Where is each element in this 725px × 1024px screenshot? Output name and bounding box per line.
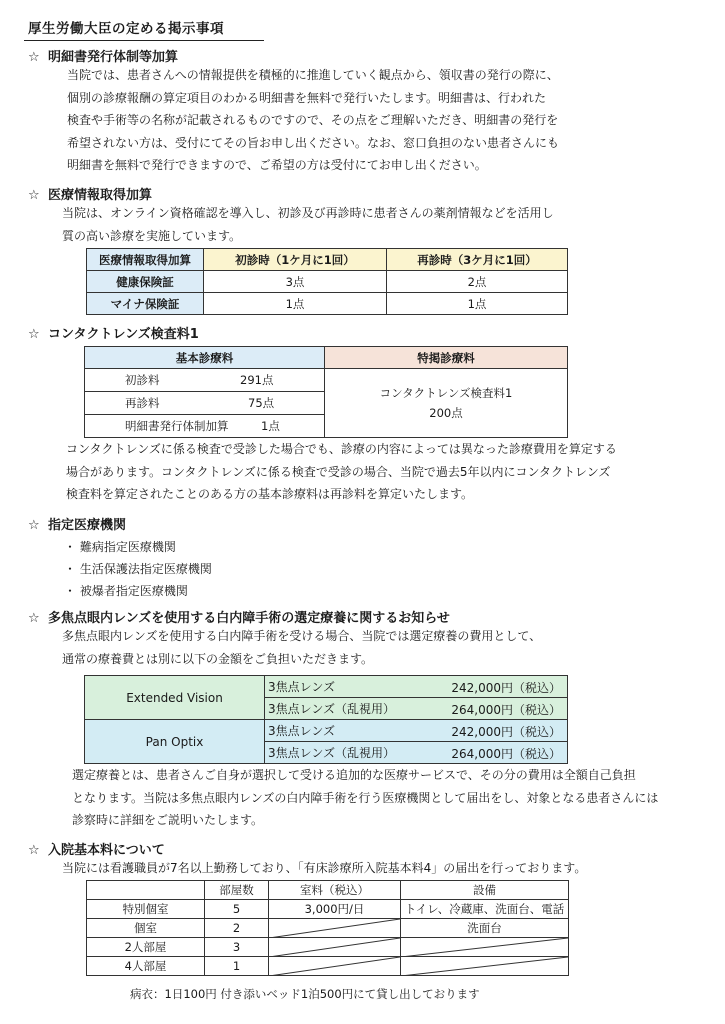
diagonal-line xyxy=(401,957,568,976)
table-cell: 1点 xyxy=(387,293,568,315)
empty-slash-cell xyxy=(269,957,401,976)
admission-paragraph: 当院には看護職員が7名以上勤務しており、「有床診療所入院基本料4」の届出を行っております。 xyxy=(62,861,587,875)
section-heading-contact-lens: ☆ コンタクトレンズ検査料1 xyxy=(28,327,199,342)
list-item: 明細書発行体制加算 1点 xyxy=(125,419,280,433)
selective-care-paragraph: 選定療養とは、患者さんご自身が選択して受ける追加的な医療サービスで、その分の費用は全額自己負担 となります。当院は多焦点眼内レンズの白内障手術を行う医療機関として届出をし、対象となる患者さんには 診察時に詳細をご説明いたします。 xyxy=(72,768,659,827)
table-row: 個室 2 洗面台 xyxy=(87,919,569,938)
contact-lens-table xyxy=(84,346,568,438)
page-title: 厚生労働大臣の定める掲示事項 xyxy=(28,21,224,37)
footnote: 病衣：1日100円 付き添いベッド1泊500円にて貸し出しております xyxy=(130,987,480,1001)
empty-slash-cell xyxy=(401,957,569,976)
section-heading-multifocal: ☆ 多焦点眼内レンズを使用する白内障手術の選定療養に関するお知らせ xyxy=(28,611,450,626)
diagonal-line xyxy=(401,938,568,957)
empty-slash-cell xyxy=(269,938,401,957)
table-header: 医療情報取得加算 xyxy=(87,249,204,271)
list-item: 初診料 291点 xyxy=(85,369,324,392)
table-row-label: 健康保険証 xyxy=(87,271,204,293)
diagonal-line xyxy=(269,957,400,976)
table-cell: 3点 xyxy=(204,271,387,293)
table-row: 2人部屋 3 xyxy=(87,938,569,957)
medical-info-table xyxy=(86,248,568,315)
table-header: 部屋数 xyxy=(205,881,269,900)
lens-fee-table xyxy=(84,675,568,764)
table-header: 室料（税込） xyxy=(269,881,401,900)
statement-paragraph: 当院では、患者さんへの情報提供を積極的に推進していく観点から、領収書の発行の際に、 個別の診療報酬の算定項目のわかる明細書を無料で発行いたします。明細書は、行われた 検査や手術等の名称が記載されるものですので、その点をご理解いただき、明細書の発行を 希望されない方は、受付にてその旨お申し出ください。なお、窓口負担のない患者さんにも 明細書を無料で発行できますので、ご希望の方は受付にてお申し出ください。 xyxy=(67,68,560,172)
table-row: 3焦点レンズ 242,000円（税込） xyxy=(265,676,568,698)
list-item: 再診料 75点 xyxy=(85,392,324,415)
medical-info-paragraph: 当院は、オンライン資格確認を導入し、初診及び再診時に患者さんの薬剤情報などを活用し 質の高い診療を実施しています。 xyxy=(62,206,554,243)
table-row: 3焦点レンズ（乱視用） 264,000円（税込） xyxy=(265,742,568,764)
table-header: 設備 xyxy=(401,881,569,900)
empty-slash-cell xyxy=(401,938,569,957)
lens-name: Pan Optix xyxy=(85,720,265,764)
room-fee-table xyxy=(86,880,569,976)
contact-lens-paragraph: コンタクトレンズに係る検査で受診した場合でも、診療の内容によっては異なった診療費用を算定する 場合があります。コンタクトレンズに係る検査で受診の場合、当院で過去5年以内にコンタクトレンズ 検査料を算定されたことのある方の基本診療料は再診料を算定いたします。 xyxy=(66,442,617,501)
table-row: 4人部屋 1 xyxy=(87,957,569,976)
table-row-label: マイナ保険証 xyxy=(87,293,204,315)
diagonal-line xyxy=(269,938,400,957)
table-row: 3焦点レンズ（乱視用） 264,000円（税込） xyxy=(265,698,568,720)
empty-slash-cell xyxy=(269,919,401,938)
list-item: ・ 生活保護法指定医療機関 xyxy=(64,562,212,576)
section-heading-designated: ☆ 指定医療機関 xyxy=(28,518,127,533)
basic-fees-cell xyxy=(85,369,325,438)
table-header xyxy=(87,881,205,900)
table-cell: 2点 xyxy=(387,271,568,293)
star-icon: ☆ xyxy=(28,518,40,533)
table-header: 初診時（1ケ月に1回） xyxy=(204,249,387,271)
section-heading-admission: ☆ 入院基本料について xyxy=(28,843,165,858)
table-header: 特掲診療料 xyxy=(325,347,568,369)
list-item: ・ 難病指定医療機関 xyxy=(64,540,176,554)
star-icon: ☆ xyxy=(28,327,40,342)
table-row: 3焦点レンズ 242,000円（税込） xyxy=(265,720,568,742)
list-item: ・ 被爆者指定医療機関 xyxy=(64,584,188,598)
title-underline xyxy=(24,40,264,41)
star-icon: ☆ xyxy=(28,611,40,626)
table-cell: 1点 xyxy=(204,293,387,315)
special-fees-cell: コンタクトレンズ検査料1 200点 xyxy=(325,369,568,438)
lens-name: Extended Vision xyxy=(85,676,265,720)
section-heading-medical-info: ☆ 医療情報取得加算 xyxy=(28,188,153,203)
section-heading-statement: ☆ 明細書発行体制等加算 xyxy=(28,50,179,65)
table-row: 特別個室 5 3,000円/日 トイレ、冷蔵庫、洗面台、電話 xyxy=(87,900,569,919)
star-icon: ☆ xyxy=(28,50,40,65)
multifocal-paragraph: 多焦点眼内レンズを使用する白内障手術を受ける場合、当院では選定療養の費用として、 通常の療養費とは別に以下の金額をご負担いただきます。 xyxy=(62,629,542,666)
diagonal-line xyxy=(269,919,400,938)
star-icon: ☆ xyxy=(28,843,40,858)
star-icon: ☆ xyxy=(28,188,40,203)
table-header: 基本診療料 xyxy=(85,347,325,369)
table-header: 再診時（3ケ月に1回） xyxy=(387,249,568,271)
